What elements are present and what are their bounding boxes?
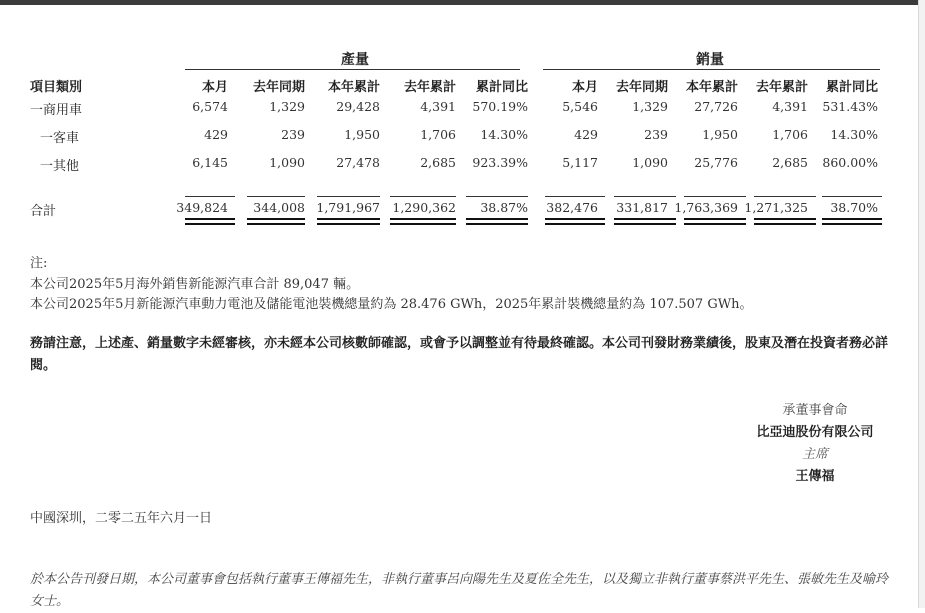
table-cell: 25,776: [694, 155, 738, 170]
total-double-rule: [545, 218, 605, 225]
table-cell: 1,090: [632, 155, 668, 170]
total-double-rule: [466, 218, 528, 225]
signature-name: 王傳福: [795, 469, 835, 484]
table-cell: 2,685: [772, 155, 808, 170]
header-prod-month: 本月: [201, 80, 228, 95]
total-cell: 1,791,967: [316, 200, 380, 215]
table-cell: 2,685: [420, 155, 456, 170]
table-cell: 429: [574, 127, 598, 142]
total-top-rule: [684, 196, 746, 197]
total-top-rule: [317, 196, 380, 197]
header-prod-lastytd: 去年累計: [403, 80, 456, 95]
table-cell: 531.43%: [822, 99, 878, 114]
table-cell: 6,574: [192, 99, 228, 114]
total-cell: 344,008: [253, 200, 305, 215]
total-double-rule: [754, 218, 816, 225]
row-label-other: 一其他: [40, 159, 80, 174]
signature-company: 比亞迪股份有限公司: [756, 425, 874, 440]
table-cell: 1,329: [632, 99, 668, 114]
document-page: [0, 5, 918, 608]
row-label-commercial: 一商用車: [30, 103, 83, 118]
caution-paragraph: 務請注意，上述產、銷量數字未經審核，亦未經本公司核數師確認，或會予以調整並有待最終確認。本公司刊發財務業績後，股東及潛在投資者務必詳閱。: [30, 336, 889, 373]
total-double-rule: [390, 218, 456, 225]
total-top-rule: [545, 196, 605, 197]
total-double-rule: [317, 218, 380, 225]
table-cell: 860.00%: [822, 155, 878, 170]
group-underline-production: [185, 69, 520, 70]
header-sales-lastyear: 去年同期: [615, 80, 668, 95]
table-cell: 923.39%: [472, 155, 528, 170]
header-sales-lastytd: 去年累計: [755, 80, 808, 95]
table-cell: 570.19%: [472, 99, 528, 114]
viewer-scrollbar[interactable]: [918, 0, 925, 608]
total-top-rule: [822, 196, 882, 197]
table-cell: 239: [644, 127, 668, 142]
row-label-total: 合計: [30, 204, 57, 219]
group-header-sales: 銷量: [696, 52, 724, 68]
group-underline-sales: [543, 69, 880, 70]
table-cell: 1,090: [269, 155, 305, 170]
notes-heading: 注:: [30, 256, 48, 271]
place-date: 中國深圳，二零二五年六月一日: [30, 511, 213, 526]
total-double-rule: [614, 218, 676, 225]
total-double-rule: [247, 218, 305, 225]
table-cell: 1,950: [702, 127, 738, 142]
table-cell: 5,117: [562, 155, 598, 170]
total-top-rule: [466, 196, 528, 197]
table-cell: 1,329: [269, 99, 305, 114]
group-header-production: 產量: [341, 52, 369, 68]
table-cell: 239: [281, 127, 305, 142]
header-prod-ytd: 本年累計: [327, 80, 380, 95]
table-cell: 429: [204, 127, 228, 142]
signature-title: 主席: [801, 447, 828, 462]
total-cell: 38.87%: [480, 200, 528, 215]
total-top-rule: [614, 196, 676, 197]
row-label-bus: 一客車: [40, 131, 80, 146]
header-sales-yoy: 累計同比: [825, 80, 878, 95]
total-top-rule: [390, 196, 456, 197]
header-sales-month: 本月: [571, 80, 598, 95]
total-cell: 382,476: [546, 200, 598, 215]
table-cell: 5,546: [562, 99, 598, 114]
note-line-2: 本公司2025年5月新能源汽車動力電池及儲能電池裝機總量約為 28.476 GWh，2025年累計裝機總量約為 107.507 GWh。: [30, 297, 753, 312]
table-cell: 14.30%: [480, 127, 528, 142]
table-cell: 27,478: [336, 155, 380, 170]
header-prod-lastyear: 去年同期: [252, 80, 305, 95]
table-cell: 4,391: [420, 99, 456, 114]
total-top-rule: [247, 196, 305, 197]
header-prod-yoy: 累計同比: [475, 80, 528, 95]
total-double-rule: [185, 218, 235, 225]
total-double-rule: [822, 218, 882, 225]
table-cell: 14.30%: [830, 127, 878, 142]
table-cell: 29,428: [336, 99, 380, 114]
board-footer: 於本公告刊發日期，本公司董事會包括執行董事王傳福先生，非執行董事呂向陽先生及夏佐全先生，以及獨立非執行董事蔡洪平先生、張敏先生及喻玲女士。: [30, 572, 889, 609]
total-cell: 349,824: [176, 200, 228, 215]
total-cell: 1,763,369: [674, 200, 738, 215]
table-cell: 1,706: [420, 127, 456, 142]
header-category: 項目類別: [30, 80, 83, 95]
table-cell: 1,950: [344, 127, 380, 142]
total-double-rule: [684, 218, 746, 225]
total-cell: 1,271,325: [744, 200, 808, 215]
table-cell: 6,145: [192, 155, 228, 170]
total-top-rule: [185, 196, 235, 197]
table-cell: 4,391: [772, 99, 808, 114]
total-cell: 1,290,362: [392, 200, 456, 215]
note-line-1: 本公司2025年5月海外銷售新能源汽車合計 89,047 輛。: [30, 277, 360, 292]
total-cell: 331,817: [616, 200, 668, 215]
table-cell: 27,726: [694, 99, 738, 114]
table-cell: 1,706: [772, 127, 808, 142]
header-sales-ytd: 本年累計: [685, 80, 738, 95]
total-top-rule: [754, 196, 816, 197]
total-cell: 38.70%: [830, 200, 878, 215]
signature-by-order: 承董事會命: [782, 403, 848, 418]
